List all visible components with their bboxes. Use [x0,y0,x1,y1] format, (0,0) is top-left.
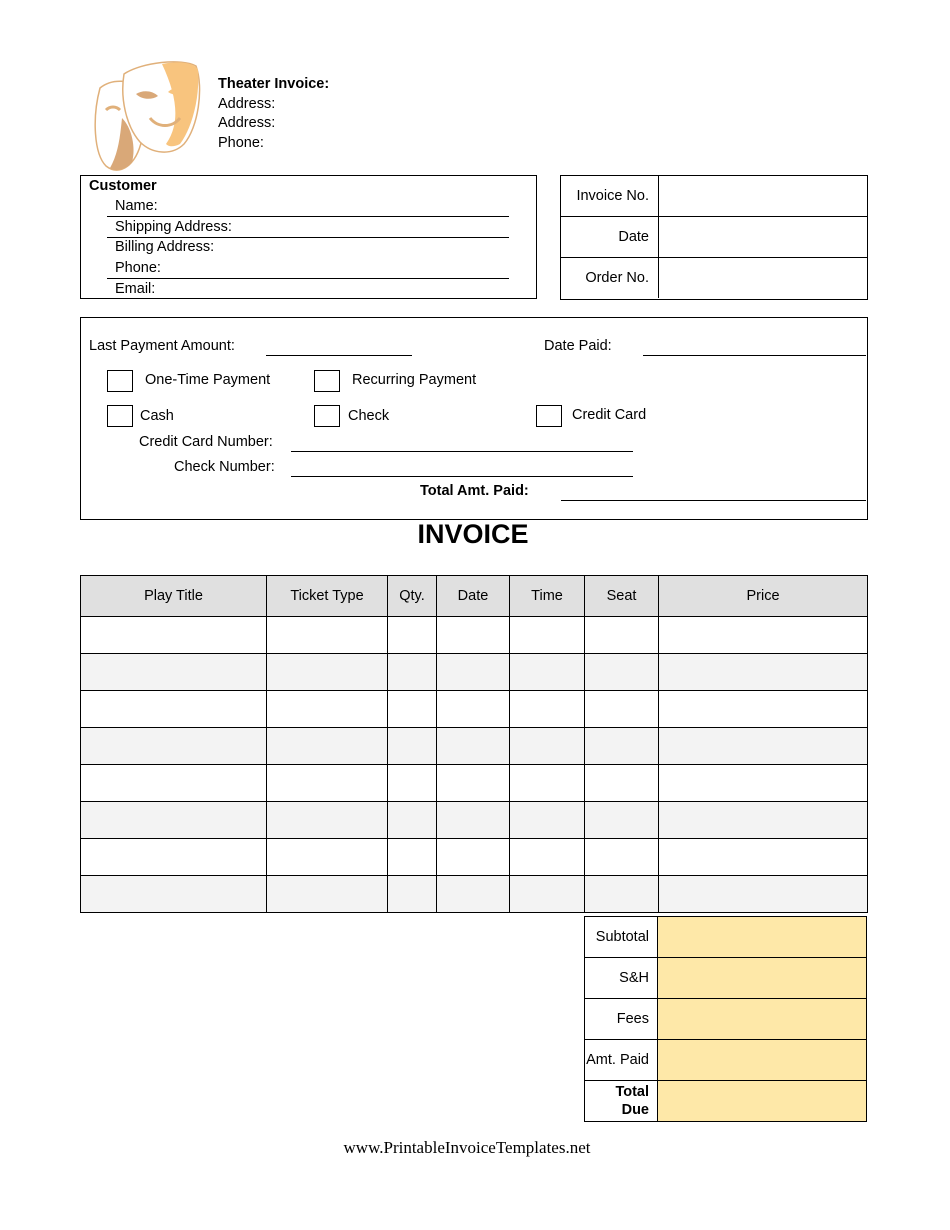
table-cell[interactable] [510,765,585,802]
one-time-payment-label: One-Time Payment [145,372,271,388]
check-number-label: Check Number: [174,459,275,475]
table-cell[interactable] [267,728,388,765]
table-cell[interactable] [510,728,585,765]
total-due-value[interactable] [658,1081,867,1122]
credit-card-label: Credit Card [572,407,647,423]
cc-number-label: Credit Card Number: [139,434,273,450]
customer-phone-field[interactable] [107,258,509,279]
table-cell[interactable] [510,617,585,654]
table-cell[interactable] [437,654,510,691]
table-header-row [81,576,868,617]
company-address-1: Address: [218,95,276,112]
customer-name-field[interactable] [107,196,509,217]
cash-checkbox[interactable] [107,405,133,427]
table-cell[interactable] [437,802,510,839]
table-cell[interactable] [267,876,388,913]
sh-label: S&H [585,958,658,999]
table-cell[interactable] [388,654,437,691]
table-cell[interactable] [388,617,437,654]
table-row[interactable] [81,654,868,691]
table-cell[interactable] [585,617,659,654]
customer-shipping-label: Shipping Address: [115,219,232,235]
table-cell[interactable] [437,617,510,654]
table-cell[interactable] [267,691,388,728]
table-cell[interactable] [267,617,388,654]
table-cell[interactable] [510,691,585,728]
customer-phone-label: Phone: [115,260,161,276]
customer-billing-field[interactable] [107,237,509,257]
table-cell[interactable] [510,802,585,839]
table-cell[interactable] [585,876,659,913]
customer-email-label: Email: [115,281,156,297]
col-seat: Seat [585,576,659,617]
customer-title: Customer [89,178,157,194]
table-cell[interactable] [659,617,868,654]
table-cell[interactable] [585,765,659,802]
subtotal-row [585,917,867,958]
table-cell[interactable] [267,802,388,839]
recurring-payment-label: Recurring Payment [352,372,477,388]
subtotal-label: Subtotal [585,917,658,958]
last-payment-input[interactable] [266,355,412,356]
company-header [218,75,329,153]
company-phone: Phone: [218,134,264,151]
items-table [80,575,868,913]
invoice-no-row[interactable] [561,176,867,217]
credit-card-checkbox[interactable] [536,405,562,427]
order-no-label: Order No. [561,258,659,298]
table-cell[interactable] [267,654,388,691]
table-cell[interactable] [81,876,267,913]
invoice-meta-box [560,175,868,300]
table-row[interactable] [81,839,868,876]
table-row[interactable] [81,802,868,839]
subtotal-value[interactable] [658,917,867,958]
table-cell[interactable] [267,765,388,802]
table-row[interactable] [81,691,868,728]
customer-email-field[interactable] [107,279,509,299]
last-payment-label: Last Payment Amount: [89,338,235,354]
total-paid-label: Total Amt. Paid: [420,483,529,499]
sh-row [585,958,867,999]
check-checkbox[interactable] [314,405,340,427]
table-cell[interactable] [585,691,659,728]
table-cell[interactable] [81,691,267,728]
totals-table [584,916,867,1122]
table-cell[interactable] [585,654,659,691]
table-cell[interactable] [659,839,868,876]
table-cell[interactable] [510,654,585,691]
table-cell[interactable] [437,691,510,728]
date-paid-label: Date Paid: [544,338,612,354]
table-cell[interactable] [81,839,267,876]
date-label: Date [561,217,659,257]
amt-paid-label: Amt. Paid [585,1040,658,1081]
table-cell[interactable] [585,802,659,839]
payment-box [80,317,868,520]
table-cell[interactable] [659,876,868,913]
sh-value[interactable] [658,958,867,999]
table-row[interactable] [81,617,868,654]
table-cell[interactable] [388,691,437,728]
table-cell[interactable] [388,765,437,802]
one-time-payment-checkbox[interactable] [107,370,133,392]
table-cell[interactable] [267,839,388,876]
amt-paid-row [585,1040,867,1081]
table-cell[interactable] [510,839,585,876]
company-title: Theater Invoice: [218,76,330,92]
fees-value[interactable] [658,999,867,1040]
footer-url[interactable]: www.PrintableInvoiceTemplates.net [343,1138,591,1157]
invoice-no-label: Invoice No. [561,176,659,216]
customer-name-label: Name: [115,198,158,214]
table-cell[interactable] [388,802,437,839]
col-date: Date [437,576,510,617]
cc-number-input[interactable] [291,451,633,452]
table-cell[interactable] [585,728,659,765]
table-cell[interactable] [585,839,659,876]
date-row[interactable] [561,217,867,258]
col-ticket-type: Ticket Type [267,576,388,617]
total-paid-input[interactable] [561,500,866,501]
table-cell[interactable] [659,765,868,802]
fees-label: Fees [585,999,658,1040]
customer-billing-label: Billing Address: [115,239,215,255]
table-cell[interactable] [81,654,267,691]
amt-paid-value[interactable] [658,1040,867,1081]
check-number-input[interactable] [291,476,633,477]
invoice-title: INVOICE [417,519,529,549]
company-address-2: Address: [218,115,276,131]
table-cell[interactable] [81,617,267,654]
table-cell[interactable] [659,728,868,765]
table-cell[interactable] [388,728,437,765]
table-row[interactable] [81,765,868,802]
table-cell[interactable] [388,876,437,913]
col-price: Price [659,576,868,617]
total-due-row [585,1081,867,1122]
table-row[interactable] [81,728,868,765]
table-cell[interactable] [81,728,267,765]
date-paid-input[interactable] [643,355,866,356]
check-label: Check [348,408,390,424]
cash-label: Cash [140,408,174,424]
col-time: Time [510,576,585,617]
fees-row [585,999,867,1040]
table-cell[interactable] [510,876,585,913]
table-cell[interactable] [437,839,510,876]
table-cell[interactable] [81,802,267,839]
table-cell[interactable] [659,691,868,728]
table-cell[interactable] [437,876,510,913]
col-play-title: Play Title [81,576,267,617]
customer-box [80,175,537,299]
recurring-payment-checkbox[interactable] [314,370,340,392]
table-cell[interactable] [659,654,868,691]
customer-shipping-field[interactable] [107,217,509,238]
table-cell[interactable] [437,728,510,765]
table-cell[interactable] [388,839,437,876]
col-qty: Qty. [388,576,437,617]
table-cell[interactable] [659,802,868,839]
table-cell[interactable] [437,765,510,802]
table-cell[interactable] [81,765,267,802]
order-no-row[interactable] [561,258,867,298]
table-row[interactable] [81,876,868,913]
total-due-label: Total Due [585,1081,658,1122]
theater-masks-logo [92,58,204,176]
